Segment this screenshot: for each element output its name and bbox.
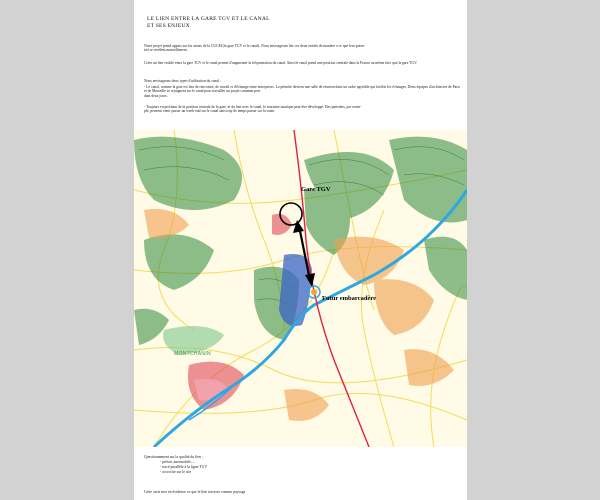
paragraph-intro: Notre projet prend appuis sur les atouts de la CUCM (la gare TGV et le canal). Nous envisageons lier ces deux entités de manière a ce que leur poten- tiel se revèlent mutuellement. (144, 44, 366, 53)
site-map (134, 130, 467, 447)
page-title (147, 16, 447, 30)
label-gare-tgv: Gare TGV (301, 186, 331, 193)
footer-intro: Questionnement sur la qualité du lien : (144, 455, 203, 459)
label-futur-embarcadere: Futur embarcadère (322, 295, 376, 302)
paragraph-tourism-use: - Toujours en profitant de la position centrale de la gare, et du lien avec le canal, le tourisme nautique peut être développé. Des parisiens, par exem- ple, peuvent venir passer un week-end sur le canal sans trop de temps passer sur la route. (144, 105, 362, 114)
title-line-1: LE LIEN ENTRE LA GARE TGV ET LE CANAL (147, 16, 270, 22)
title-line-2: ET SES ENJEUX (147, 23, 190, 29)
footer-item: - accroche sur le site (160, 470, 192, 474)
paragraph-visible-link: Créer un lien visible entre la gare TGV et le canal permet d'augmenter la fréquentation du canal. Ainsi le canal prend une position centrale dans la France au même titre que la gare TGV. (144, 61, 418, 65)
closing-sentence: Cette carte met en évidence ce que le lien traverse comme paysage (144, 490, 246, 494)
landing-marker-dot (311, 289, 317, 295)
footer-item: - piéton, automobile,... (160, 460, 195, 464)
document-page (134, 0, 467, 500)
footer-item: - tracé parallèle à la ligne TGV (160, 465, 208, 469)
paragraph-meeting-use: - Le canal, comme la gare est lieu de rencontre, de travail et d'échange entre entreprises. La péniche devient une salle de réunion dans un cadre agréable qui facilite les échanges. Deux équipes d'architectes de Paris et de Marseille se rejoignent sur le canal pour travailler un projet commun pen- dant deux jours. (144, 85, 460, 98)
paragraph-usage-types: Nous envisageons deux types d'utilisation du canal : (144, 79, 221, 83)
label-montchanin: MONTCHANIN (174, 351, 211, 357)
footer-questions (144, 455, 460, 475)
